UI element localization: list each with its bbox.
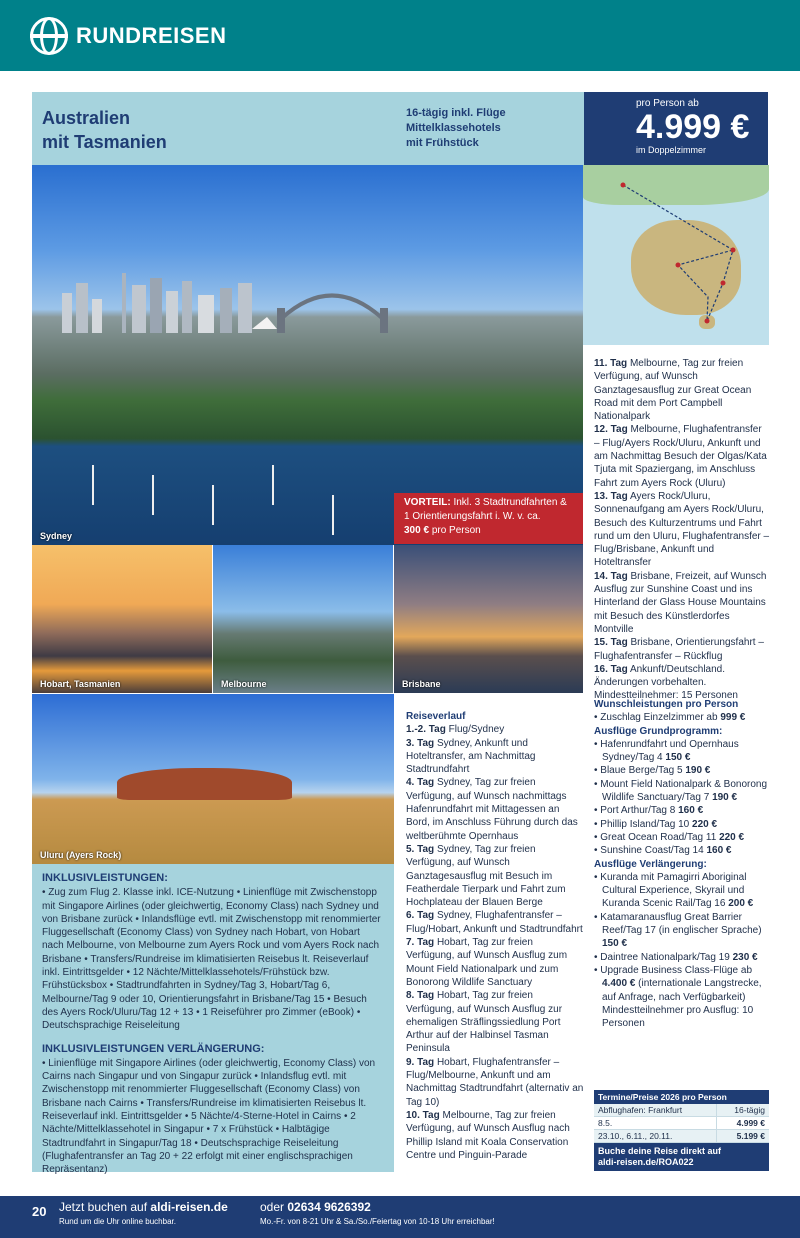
excursion-text: Port Arthur/Tag 8 [600, 805, 676, 817]
itinerary-day [594, 570, 770, 636]
excursion-price: 150 € [665, 752, 691, 764]
sailboat-mast [92, 465, 94, 505]
itinerary-day [406, 737, 584, 777]
itinerary-column [406, 710, 584, 1162]
excursion-price: 160 € [706, 845, 732, 857]
inclusive-text: • Zug zum Flug 2. Klasse inkl. ICE-Nutzung • Linienflüge mit Zwischenstopp mit Singapore Airlines (oder gleichwertig, Economy Class) nach Sydney und von Brisbane zurück • Inlandsflüge evtl. mit Zwischenstopp mit renommierter Fluggesellschaft (Economy Class) von Sydney nach Hobart, von Hobart nach Melbourne, von Melbourne zum Ayers Rock und vom Ayers Rock nach Brisbane • Transfers/Rundreise im klimatisierten Reisebus lt. Reiseverlauf inkl. Eintrittsgelder • 12 Nächte/Mittelklassehotels/Frühstück bzw. Frühstücksbox • Stadtrundfahrten in Sydney/Tag 3, Hobart/Tag 6, Melbourne/Tag 9 oder 10, Orientierungsfahrt in Brisbane/Tag 15 • Besuch des Ayers Rock/Uluru/Tag 12 + 13 • 1 Reiseführer pro Zimmer (eBook) • Deutschsprachige Reiseleitung [42, 887, 381, 1032]
day-text: Hobart, Tag zur freien Verfügung, auf Wunsch Ausflug zur ehemaligen Sträflingssiedlung Port Arthur auf der Halbinsel Tasman Peninsula [406, 990, 563, 1055]
excursion-price: 220 € [719, 831, 745, 843]
excursion-price: 200 € [728, 898, 754, 910]
day-label: 16. Tag [594, 663, 628, 675]
table-header-cell: Abflughafen: Frankfurt [594, 1104, 717, 1117]
trip-title-line1: Australien [42, 108, 131, 128]
day-label: 1.-2. Tag [406, 724, 446, 736]
booking-website-link[interactable]: aldi-reisen.de [150, 1200, 228, 1214]
trip-title-box [32, 92, 394, 165]
photo-caption: Melbourne [221, 679, 267, 689]
phone-booking: oder 02634 9626392 [260, 1200, 371, 1214]
itinerary-day [594, 357, 770, 423]
day-text: Hobart, Tag zur freien Verfügung, auf Wunsch Ausflug zum Mount Field Nationalpark und zum Bonorong Wildlife Sanctuary [406, 937, 568, 988]
excursion-price: 220 € [692, 818, 718, 830]
day-label: 5. Tag [406, 843, 435, 855]
uluru-photo [32, 694, 394, 864]
feature-line: 16-tägig inkl. Flüge [406, 107, 506, 119]
excursion-min-participants: Mindestteilnehmer pro Ausflug: 10 Personen [602, 1004, 754, 1030]
price-cell: 5.199 € [717, 1130, 769, 1143]
itinerary-day [594, 423, 770, 489]
brisbane-photo [394, 545, 583, 693]
route-map [583, 165, 769, 345]
feature-line: mit Frühstück [406, 137, 479, 149]
excursion-item: • Daintree Nationalpark/Tag 19 230 € [594, 951, 758, 963]
price-prefix: pro Person ab [636, 98, 699, 109]
header-bar [0, 0, 800, 71]
excursion-item: • Mount Field Nationalpark & Bonorong Wildlife Sanctuary/Tag 7 190 € [594, 778, 768, 804]
day-text: Melbourne, Tag zur freien Verfügung, auf Wunsch Ausflug nach Phillip Island mit Koala Conservation Centre und Pinguin-Parade [406, 1109, 570, 1161]
upgrade-item: • Upgrade Business Class-Flüge ab 4.400 € (internationale Langstrecke, auf Anfrage, nach Verfügbarkeit) [594, 964, 762, 1003]
advantage-text: Inkl. 3 Stadtrundfahrten & 1 Orientierungsfahrt i. W. v. ca. [404, 497, 567, 522]
day-label: 8. Tag [406, 990, 435, 1002]
hobart-photo [32, 545, 212, 693]
itinerary-day [406, 1109, 584, 1162]
excursion-item: • Phillip Island/Tag 10 220 € [594, 818, 718, 830]
day-label: 15. Tag [594, 637, 628, 649]
itinerary-note: Änderungen vorbehalten. [594, 677, 707, 689]
optional-services-title: Wunschleistungen pro Person [594, 699, 739, 710]
date-cell: 23.10., 6.11., 20.11. [594, 1130, 717, 1143]
advantage-box [394, 493, 583, 544]
excursion-item: • Hafenrundfahrt und Opernhaus Sydney/Tag 4 150 € [594, 738, 739, 764]
excursion-text: Mount Field Nationalpark & Bonorong Wildlife Sanctuary/Tag 7 [600, 778, 768, 804]
excursion-text: Kuranda mit Pamagirri Aboriginal Cultural Experience, Skyrail und Kuranda Scenic Rail/Tag 16 [600, 871, 747, 910]
excursion-text: Great Ocean Road/Tag 11 [600, 831, 717, 843]
day-label: 13. Tag [594, 490, 628, 502]
table-header-cell: 16-tägig [717, 1104, 769, 1117]
itinerary-day [594, 636, 770, 663]
excursion-item: • Blaue Berge/Tag 5 190 € [594, 765, 711, 777]
photo-caption: Uluru (Ayers Rock) [40, 850, 122, 860]
melbourne-photo [213, 545, 393, 693]
day-text: Sydney, Tag zur freien Verfügung, auf Wunsch Ganztagesausflug mit Besuch im Featherdale Tierpark und Fahrt zum Hochplateau der Blauen Berge [406, 843, 566, 909]
excursion-text: Blaue Berge/Tag 5 [600, 765, 683, 777]
day-text: Sydney, Flughafentransfer – Flug/Hobart, Ankunft und Stadtrundfahrt [406, 910, 583, 935]
day-text: Brisbane, Orientierungsfahrt – Flughafentransfer – Rückflug [594, 637, 764, 662]
excursion-price: 190 € [712, 792, 738, 804]
itinerary-column-continued [594, 357, 770, 703]
day-text: Brisbane, Freizeit, auf Wunsch Ausflug zur Sunshine Coast und ins Hinterland der Glass House Mountains mit Besuch des Künstlerdorfes Montville [594, 570, 767, 635]
day-label: 12. Tag [594, 424, 628, 436]
excursion-item: • Sunshine Coast/Tag 14 160 € [594, 845, 732, 857]
day-text: Ayers Rock/Uluru, Sonnenaufgang am Ayers Rock/Uluru, Besuch des Kulturzentrums und Fahrt rund um den Uluru, Flughafentransfer – Flug/Brisbane, Ankunft und Hoteltransfer [594, 490, 770, 569]
sailboat-mast [212, 485, 214, 525]
itinerary-day [406, 909, 584, 936]
inclusive-extension-text: • Linienflüge mit Singapore Airlines (oder gleichwertig, Economy Class) von Cairns nach Singapur und von Singapur zurück • Inlandsflug evtl. mit Zwischenstopp mit renommierter Fluggesellschaft (Economy Class) von Brisbane nach Cairns • Transfers/Rundreise im klimatisierten Reisebus lt. Reiseverlauf inkl. Eintrittsgelder • 5 Nächte/4-Sterne-Hotel in Cairns • 2 Nächte/Mittelklassehotel in Singapur • 7 x Frühstück • Halbtägige Stadtrundfahrt in Singapur/Tag 18 • Deutschsprachige Reiseleitung (Flughafentransfer an Tag 20 + 22 erfolgt mit einer englischsprachigen Repräsentanz) [42, 1057, 376, 1176]
page-number: 20 [32, 1204, 47, 1219]
day-label: 3. Tag [406, 737, 435, 749]
day-text: Melbourne, Tag zur freien Verfügung, auf Wunsch Ganztagesausflug zur Great Ocean Road mit dem Port Campbell Nationalpark [594, 358, 752, 423]
skyline-graphic [52, 273, 412, 333]
optional-services [594, 698, 770, 1030]
extension-excursions-title: Ausflüge Verlängerung: [594, 858, 707, 870]
inclusive-services-box [32, 864, 394, 1176]
excursion-item: • Katamaranausflug Great Barrier Reef/Tag 17 (in englischer Sprache) 150 € [594, 911, 762, 950]
day-text: Sydney, Ankunft und Hoteltransfer, am Nachmittag Stadtrundfahrt [406, 737, 536, 776]
excursion-item: • Kuranda mit Pamagirri Aboriginal Cultural Experience, Skyrail und Kuranda Scenic Rail/Tag 16 200 € [594, 871, 754, 910]
globe-icon [30, 17, 68, 55]
itinerary-day [406, 843, 584, 909]
day-label: 10. Tag [406, 1109, 440, 1121]
online-booking: Jetzt buchen auf aldi-reisen.de [59, 1200, 228, 1214]
day-label: 14. Tag [594, 570, 628, 582]
phone-number[interactable]: 02634 9626392 [287, 1200, 371, 1214]
itinerary-day [406, 776, 584, 842]
sailboat-mast [332, 495, 334, 535]
advantage-suffix: pro Person [431, 525, 481, 536]
day-label: 9. Tag [406, 1056, 435, 1068]
online-booking-sub: Rund um die Uhr online buchbar. [59, 1217, 176, 1226]
section-title: RUNDREISEN [76, 22, 227, 48]
itinerary-title: Reiseverlauf [406, 711, 466, 722]
trip-features [394, 92, 584, 165]
uluru-rock-graphic [117, 768, 292, 800]
excursion-text: Hafenrundfahrt und Opernhaus Sydney/Tag 4 [600, 738, 739, 764]
booking-link-box[interactable] [594, 1143, 769, 1171]
table-row [594, 1130, 769, 1143]
basic-excursions-title: Ausflüge Grundprogramm: [594, 725, 723, 737]
itinerary-min-participants: Mindestteilnehmer: 15 Personen [594, 690, 738, 702]
itinerary-day [594, 663, 770, 676]
sydney-photo [32, 165, 583, 545]
inclusive-title: INKLUSIVLEISTUNGEN: [42, 872, 168, 884]
excursion-item: • Port Arthur/Tag 8 160 € [594, 805, 704, 817]
price-cell: 4.999 € [717, 1117, 769, 1130]
sailboat-mast [152, 475, 154, 515]
excursion-text: Phillip Island/Tag 10 [600, 818, 690, 830]
excursion-price: 160 € [678, 805, 704, 817]
booking-line: Buche deine Reise direkt auf [598, 1146, 722, 1156]
day-text: Sydney, Tag zur freien Verfügung, auf Wunsch nachmittags Hafenrundfahrt mit Mittagessen an Bord, im Anschluss Führung durch das weltberühmte Opernhaus [406, 777, 578, 842]
dates-table-title: Termine/Preise 2026 pro Person [594, 1090, 769, 1104]
excursion-price: 190 € [685, 765, 711, 777]
excursion-item: • Great Ocean Road/Tag 11 220 € [594, 831, 745, 843]
inclusive-extension-title: INKLUSIVLEISTUNGEN VERLÄNGERUNG: [42, 1042, 265, 1055]
excursion-price: 230 € [732, 951, 758, 963]
price-amount: 4.999 € [636, 108, 750, 146]
price-suffix: im Doppelzimmer [636, 145, 707, 155]
itinerary-day [406, 723, 584, 736]
route-lines [583, 165, 769, 345]
date-cell: 8.5. [594, 1117, 717, 1130]
itinerary-day [594, 490, 770, 570]
phone-hours: Mo.-Fr. von 8-21 Uhr & Sa./So./Feiertag von 10-18 Uhr erreichbar! [260, 1217, 495, 1226]
itinerary-day [406, 1056, 584, 1109]
itinerary-day [406, 989, 584, 1055]
trip-title-line2: mit Tasmanien [42, 132, 167, 152]
photo-caption: Sydney [40, 531, 73, 541]
excursion-text: Katamaranausflug Great Barrier Reef/Tag 17 (in englischer Sprache) [600, 911, 762, 937]
footer-bar [0, 1196, 800, 1238]
single-room-surcharge: • Zuschlag Einzelzimmer ab 999 € [594, 712, 746, 724]
advantage-amount: 300 € [404, 525, 430, 536]
advantage-label: VORTEIL: [404, 497, 451, 508]
day-text: Hobart, Flughafentransfer – Flug/Melbourne, Ankunft und am Nachmittag Stadtrundfahrt (alternativ an Tag 10) [406, 1056, 584, 1108]
photo-caption: Brisbane [402, 679, 441, 689]
sailboat-mast [272, 465, 274, 505]
day-label: 4. Tag [406, 777, 435, 789]
feature-line: Mittelklassehotels [406, 122, 501, 134]
photo-caption: Hobart, Tasmanien [40, 679, 121, 689]
table-row [594, 1117, 769, 1130]
day-text: Ankunft/Deutschland. [629, 663, 726, 675]
day-label: 7. Tag [406, 937, 435, 949]
excursion-text: Sunshine Coast/Tag 14 [600, 845, 704, 857]
excursion-price: 150 € [602, 938, 628, 950]
excursion-text: Daintree Nationalpark/Tag 19 [600, 951, 730, 963]
price-box [584, 92, 768, 165]
itinerary-day [406, 936, 584, 989]
booking-url[interactable]: aldi-reisen.de/ROA022 [598, 1157, 694, 1167]
day-label: 11. Tag [594, 358, 628, 369]
day-text: Flug/Sydney [448, 724, 505, 736]
day-label: 6. Tag [406, 910, 435, 922]
day-text: Melbourne, Flughafentransfer – Flug/Ayers Rock/Uluru, Ankunft und am Nachmittag Besuch der Olgas/Kata Tjuta mit Spaziergang, im Anschluss Fahrt zum Ayers Rock (Uluru) [594, 424, 767, 489]
dates-prices-table [594, 1090, 769, 1171]
